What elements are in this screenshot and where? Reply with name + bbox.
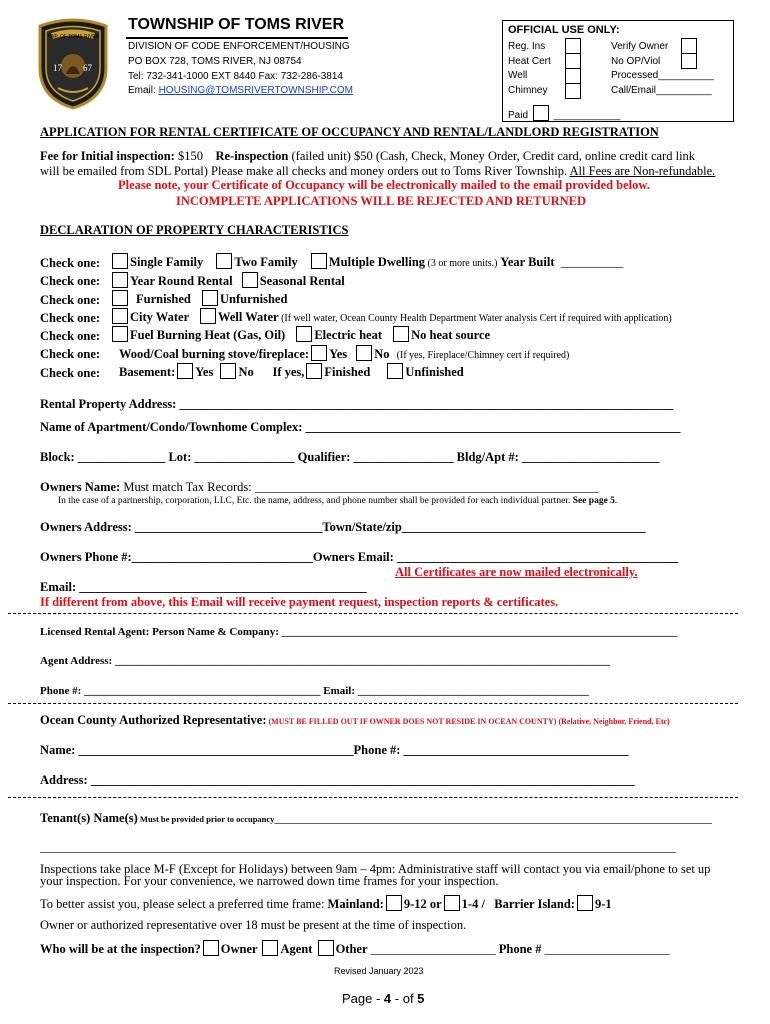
email-label: Email: <box>128 85 159 96</box>
see-page-5: See page 5 <box>572 496 615 506</box>
check-one-label: Check one: <box>40 256 101 270</box>
ocean-rep-address-field[interactable]: Address: _______________________________________________________________________________________ <box>40 773 635 787</box>
who-at-inspection-row <box>40 940 670 957</box>
basement-label: Basement: <box>119 365 176 379</box>
official-paid <box>508 105 620 121</box>
year-round-label: Year Round Rental <box>130 274 233 288</box>
multiple-dwelling-note: (3 or more units.) <box>425 258 498 269</box>
phone-label: Phone # <box>495 942 542 956</box>
owner-checkbox[interactable] <box>203 940 219 956</box>
if-yes-label: If yes, <box>272 365 305 379</box>
seasonal-label: Seasonal Rental <box>259 274 345 288</box>
city-water-label: City Water <box>130 310 189 324</box>
seasonal-checkbox[interactable] <box>242 272 258 288</box>
basement-row <box>119 363 464 380</box>
stove-row <box>119 345 569 362</box>
time-9-1-label: 9-1 <box>594 897 612 911</box>
owners-phone-email-field[interactable]: Owners Phone #:_____________________________Owners Email: _____________________________________________ <box>40 550 679 564</box>
section-divider <box>8 703 738 704</box>
ocean-rep-name-phone-field[interactable]: Name: ____________________________________________Phone #: ____________________________________ <box>40 743 629 757</box>
fee-reinspection-text: (failed unit) $50 (Cash, Check, Money Order, Credit card, online credit card link <box>288 149 696 163</box>
ocean-county-rep-heading <box>40 713 670 728</box>
rental-property-address-field[interactable]: Rental Property Address: _______________________________________________________________________________ <box>40 397 674 411</box>
tenant-names-field[interactable] <box>40 811 712 826</box>
official-left-list <box>508 40 551 98</box>
basement-no-label: No <box>238 365 254 379</box>
licensed-agent-field[interactable]: Licensed Rental Agent: Person Name & Company: ________________________________________________________________________ <box>40 626 678 638</box>
year-built-label: Year Built <box>500 255 555 269</box>
city-water-checkbox[interactable] <box>112 308 128 324</box>
furnished-checkbox[interactable] <box>112 290 128 306</box>
svg-text:67: 67 <box>83 63 92 73</box>
tenant-line: ______________________________________________________________________ <box>274 811 712 825</box>
block-lot-field[interactable]: Block: ______________ Lot: ________________ Qualifier: ________________ Bldg/Apt #: ______________________ <box>40 450 660 464</box>
tenant-label: Tenant(s) Name(s) <box>40 811 138 825</box>
reg-ins-checkbox[interactable] <box>565 38 581 54</box>
page-prefix: Page - <box>342 991 384 1006</box>
barrier-9-1-checkbox[interactable] <box>577 895 593 911</box>
inspection-info-line-1: Inspections take place M-F (Except for Holidays) between 9am – 4pm: Administrative staff will contact you via email/phone to set up <box>40 862 711 876</box>
who-at-inspection-label: Who will be at the inspection? <box>40 942 201 956</box>
fee-line-1 <box>40 149 695 164</box>
chimney-checkbox[interactable] <box>565 83 581 99</box>
township-title: TOWNSHIP OF TOMS RIVER <box>128 16 345 33</box>
official-right-list <box>611 40 714 98</box>
official-no-op-viol: No OP/Viol <box>611 55 661 67</box>
barrier-island-label: Barrier Island: <box>494 897 575 911</box>
agent-label: Agent <box>280 942 313 956</box>
owners-address-field[interactable]: Owners Address: ______________________________Town/State/zip_______________________________________ <box>40 520 646 534</box>
revised-date: Revised January 2023 <box>334 966 424 976</box>
township-seal-logo <box>36 18 110 110</box>
well-checkbox[interactable] <box>565 68 581 84</box>
agent-phone-email-field[interactable]: Phone #: ___________________________________________ Email: __________________________________________ <box>40 685 589 697</box>
no-heat-checkbox[interactable] <box>393 326 409 342</box>
housing-email-link[interactable]: HOUSING@TOMSRIVERTOWNSHIP.COM <box>158 85 353 96</box>
section-divider <box>8 613 738 614</box>
alt-email-field[interactable]: Email: ______________________________________________ <box>40 580 367 594</box>
unfurnished-label: Unfurnished <box>220 292 288 306</box>
stove-note: (If yes, Fireplace/Chimney cert if required) <box>396 350 570 361</box>
owners-name-note: Must match Tax Records: <box>120 480 252 494</box>
basement-yes-checkbox[interactable] <box>177 363 193 379</box>
ocean-county-note: (MUST BE FILLED OUT IF OWNER DOES NOT RESIDE IN OCEAN COUNTY) (Relative, Neighbor, Friend, Etc) <box>266 717 670 726</box>
rental-season-row <box>110 272 345 289</box>
basement-yes-label: Yes <box>195 365 214 379</box>
finished-label: Finished <box>324 365 371 379</box>
year-round-checkbox[interactable] <box>112 272 128 288</box>
verify-owner-checkbox[interactable] <box>681 38 697 54</box>
paid-checkbox[interactable] <box>533 105 549 121</box>
fee-initial-amount: $150 <box>174 149 203 163</box>
owners-name-label: Owners Name: <box>40 480 121 494</box>
no-op-viol-checkbox[interactable] <box>681 53 697 69</box>
complex-name-field[interactable]: Name of Apartment/Condo/Townhome Complex: ____________________________________________________________ <box>40 420 681 434</box>
division-line: DIVISION OF CODE ENFORCEMENT/HOUSING <box>128 41 350 52</box>
phone-field[interactable]: ____________________ <box>541 942 670 956</box>
official-chimney: Chimney <box>508 84 548 96</box>
other-field[interactable]: ____________________ <box>367 942 496 956</box>
finished-checkbox[interactable] <box>306 363 322 379</box>
tenant-note: Must be provided prior to occupancy <box>137 814 275 824</box>
furnished-label: Furnished <box>136 292 191 306</box>
title-underline <box>126 37 348 39</box>
two-family-checkbox[interactable] <box>216 253 232 269</box>
time-frame-label: To better assist you, please select a preferred time frame: <box>40 897 325 911</box>
electric-heat-label: Electric heat <box>314 328 383 342</box>
well-water-checkbox[interactable] <box>200 308 216 324</box>
official-use-box <box>502 20 734 122</box>
tel-fax-line: Tel: 732-341-1000 EXT 8440 Fax: 732-286-3814 <box>128 71 343 82</box>
unfurnished-checkbox[interactable] <box>202 290 218 306</box>
fee-checks-text: will be emailed from SDL Portal) Please make all checks and money orders out to Toms River Township. <box>40 164 570 178</box>
heat-row <box>110 326 490 343</box>
official-call-email: Call/Email__________ <box>611 84 712 96</box>
fee-reinspection-label: Re-inspection <box>215 149 289 163</box>
stove-no-label: No <box>374 347 390 361</box>
svg-text:TWP. OF TOMS RIVER: TWP. OF TOMS RIVER <box>46 34 100 40</box>
official-well: Well <box>508 70 528 81</box>
po-box-line: PO BOX 728, TOMS RIVER, NJ 08754 <box>128 56 302 67</box>
owner-label: Owner <box>220 942 258 956</box>
official-verify-owner: Verify Owner <box>611 41 669 52</box>
two-family-label: Two Family <box>234 255 298 269</box>
check-one-label: Check one: <box>40 310 101 325</box>
basement-no-checkbox[interactable] <box>220 363 236 379</box>
mainland-1-4-checkbox[interactable] <box>444 895 460 911</box>
well-water-label: Well Water <box>218 310 279 324</box>
official-processed: Processed__________ <box>611 70 714 81</box>
time-1-4-label: 1-4 / <box>461 897 485 911</box>
official-reg-ins: Reg. Ins <box>508 41 546 52</box>
tenant-names-line-2[interactable]: _________________________________________________________________________________________________________ <box>40 840 676 854</box>
current-page: 4 <box>383 991 392 1006</box>
incomplete-applications-warning: INCOMPLETE APPLICATIONS WILL BE REJECTED AND RETURNED <box>176 194 587 208</box>
unfinished-label: Unfinished <box>405 365 464 379</box>
official-heat-cert: Heat Cert <box>508 55 551 67</box>
partnership-note-text: In the case of a partnership, corporation, LLC, Etc. the name, address, and phone number shall be provided for each individual partner. <box>58 496 573 506</box>
check-one-label: Check one: <box>40 347 101 362</box>
stove-no-checkbox[interactable] <box>356 345 372 361</box>
stove-label: Wood/Coal burning stove/fireplace: <box>119 347 310 361</box>
page-number <box>342 991 424 1006</box>
single-family-checkbox[interactable] <box>112 253 128 269</box>
no-heat-label: No heat source <box>411 328 491 342</box>
fees-nonrefundable: All Fees are Non-refundable. <box>569 164 716 178</box>
check-one-label: Check one: <box>40 292 101 307</box>
stove-yes-label: Yes <box>329 347 348 361</box>
single-family-label: Single Family <box>130 255 204 269</box>
unfinished-checkbox[interactable] <box>387 363 403 379</box>
mainland-9-12-checkbox[interactable] <box>386 895 402 911</box>
declaration-heading: DECLARATION OF PROPERTY CHARACTERISTICS <box>40 223 349 237</box>
water-row <box>110 308 672 325</box>
owner-present-note: Owner or authorized representative over 18 must be present at the time of inspection. <box>40 918 467 932</box>
furnished-row <box>110 290 287 307</box>
official-use-title: OFFICIAL USE ONLY: <box>508 24 620 36</box>
fuel-heat-label: Fuel Burning Heat (Gas, Oil) <box>130 328 286 342</box>
agent-checkbox[interactable] <box>262 940 278 956</box>
time-frame-row <box>40 895 612 912</box>
application-title: APPLICATION FOR RENTAL CERTIFICATE OF OCCUPANCY AND RENTAL/LANDLORD REGISTRATION <box>40 125 659 139</box>
check-one-label: Check one: <box>40 365 101 380</box>
agent-address-field[interactable]: Agent Address: __________________________________________________________________________________________ <box>40 655 610 667</box>
multiple-dwelling-label: Multiple Dwelling <box>328 255 426 269</box>
time-9-12-label: 9-12 or <box>403 897 442 911</box>
fee-line-2 <box>40 164 715 179</box>
page-mid: - of <box>391 991 418 1006</box>
inspection-info-line-2: your inspection. For your convenience, we narrowed down time frames for your inspection. <box>40 874 499 888</box>
svg-text:17: 17 <box>53 63 62 73</box>
heat-cert-checkbox[interactable] <box>565 53 581 69</box>
year-built-field[interactable]: __________ <box>560 255 624 269</box>
owners-name-line: _______________________________________________________ <box>251 480 599 494</box>
other-label: Other <box>335 942 368 956</box>
all-certificates-note: All Certificates are now mailed electronically. <box>395 565 638 579</box>
alt-email-note: If different from above, this Email will receive payment request, inspection reports & certificates. <box>40 595 559 609</box>
ocean-county-label: Ocean County Authorized Representative: <box>40 713 267 727</box>
partnership-note: In the case of a partnership, corporation, LLC, Etc. the name, address, and phone number shall be provided for each individual partner. See page 5. <box>58 496 618 506</box>
stove-yes-checkbox[interactable] <box>311 345 327 361</box>
well-water-note: (If well water, Ocean County Health Department Water analysis Cert if required with application) <box>278 313 672 324</box>
other-checkbox[interactable] <box>318 940 334 956</box>
multiple-dwelling-checkbox[interactable] <box>311 253 327 269</box>
check-one-label: Check one: <box>40 329 101 344</box>
paid-line: ____________ <box>553 110 621 121</box>
property-type-row <box>110 253 623 270</box>
email-line <box>128 85 353 96</box>
fuel-heat-checkbox[interactable] <box>112 326 128 342</box>
owners-name-field[interactable] <box>40 480 599 495</box>
total-pages: 5 <box>417 991 425 1006</box>
paid-label: Paid <box>508 110 529 121</box>
check-one-label: Check one: <box>40 274 101 289</box>
check-one-labels <box>40 254 100 382</box>
section-divider <box>8 797 738 798</box>
certificate-email-note: Please note, your Certificate of Occupancy will be electronically mailed to the email provided below. <box>118 178 650 192</box>
fee-initial-label: Fee for Initial inspection: <box>40 149 175 163</box>
mainland-label: Mainland: <box>327 897 384 911</box>
electric-heat-checkbox[interactable] <box>296 326 312 342</box>
